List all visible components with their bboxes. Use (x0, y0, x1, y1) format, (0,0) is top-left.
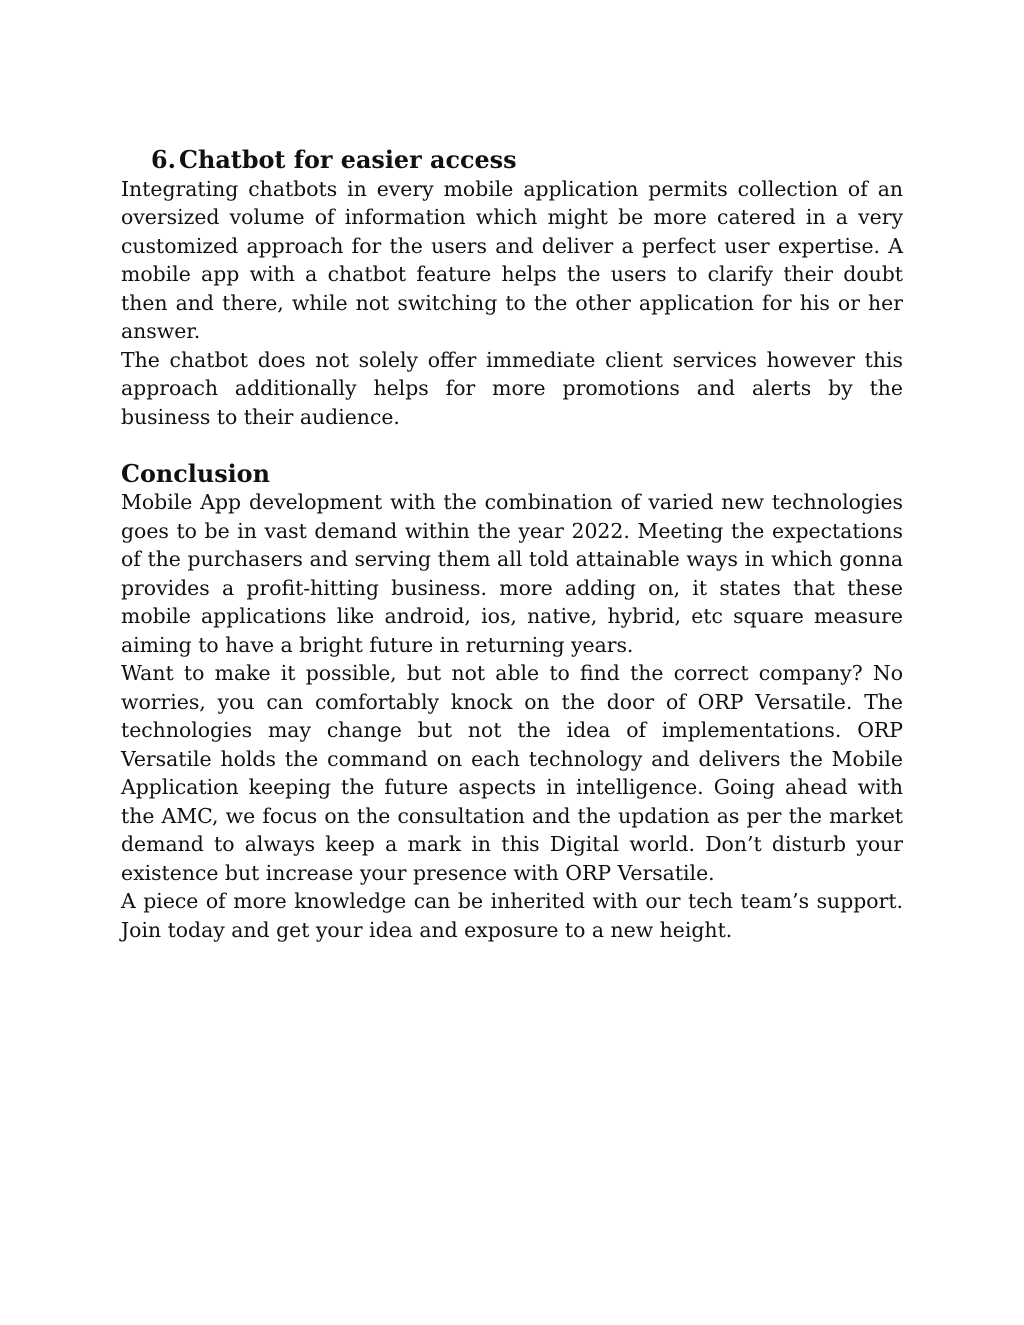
paragraph: Mobile App development with the combination of varied new technologies goes to be in vast demand within the year 2022. Meeting the expectations of the purchasers and serving them all told attainable ways in which gonna provides a profit-hitting business. more adding on, it states that these mobile applications like android, ios, native, hybrid, etc square measure aiming to have a bright future in returning years. (121, 490, 903, 657)
document-page (121, 146, 903, 944)
section-heading-chatbot (121, 146, 903, 175)
paragraph: A piece of more knowledge can be inherited with our tech team’s support. Join today and get your idea and exposure to a new height. (121, 889, 903, 942)
paragraph: The chatbot does not solely offer immediate client services however this approach additionally helps for more promotions and alerts by the business to their audience. (121, 347, 903, 429)
paragraph: Integrating chatbots in every mobile application permits collection of an oversized volume of information which might be more catered in a very customized approach for the users and deliver a perfect user expertise. A mobile app with a chatbot feature helps the users to clarify their doubt then and there, while not switching to the other application for his or her answer. (121, 176, 903, 343)
section-title: Chatbot for easier access (179, 146, 517, 174)
section-heading-conclusion: Conclusion (121, 459, 270, 488)
paragraph: Want to make it possible, but not able to find the correct company? No worries, you can comfortably knock on the door of ORP Versatile. The technologies may change but not the idea of implementations. ORP Versatile holds the command on each technology and delivers the Mobile Application keeping the future aspects in intelligence. Going ahead with the AMC, we focus on the consultation and the updation as per the market demand to always keep a mark in this Digital world. Don’t disturb your existence but increase your presence with ORP Versatile. (121, 661, 903, 885)
section-number: 6. (151, 146, 176, 174)
